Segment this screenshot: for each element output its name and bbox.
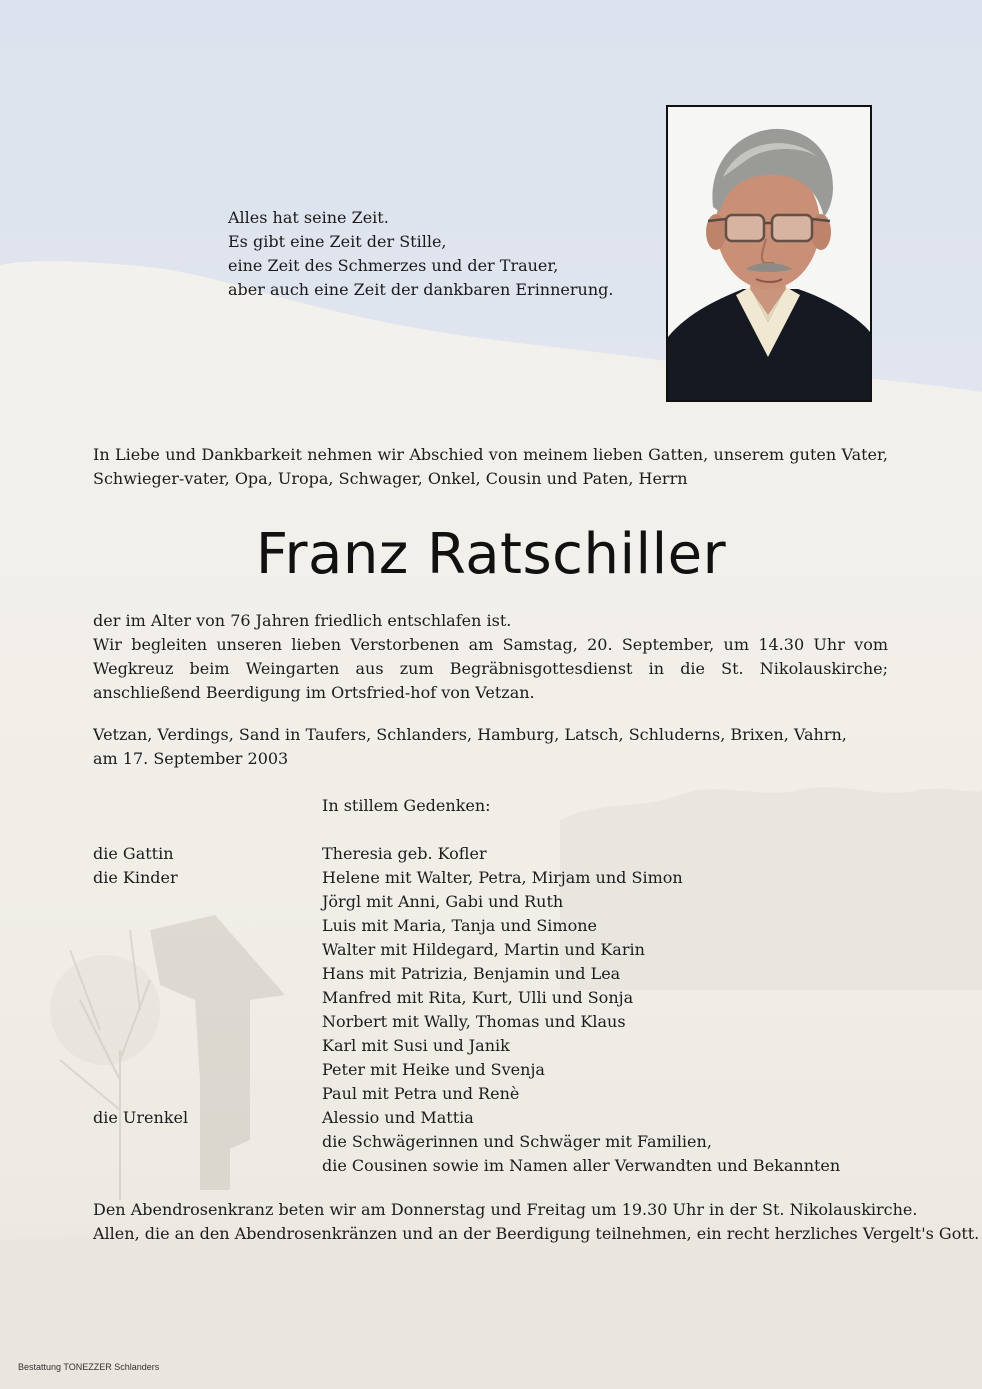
- family-names: Helene mit Walter, Petra, Mirjam und Simon: [322, 868, 683, 887]
- family-row: [93, 986, 888, 1010]
- family-row: [93, 842, 888, 866]
- family-names: Paul mit Petra und Renè: [322, 1084, 520, 1103]
- family-names: Alessio und Mattia: [322, 1108, 474, 1127]
- poem-line: Es gibt eine Zeit der Stille,: [228, 232, 447, 251]
- poem-line: Alles hat seine Zeit.: [228, 208, 389, 227]
- family-role: [93, 890, 322, 914]
- family-role: die Gattin: [93, 844, 174, 863]
- family-names: Hans mit Patrizia, Benjamin und Lea: [322, 964, 621, 983]
- family-names: Manfred mit Rita, Kurt, Ulli und Sonja: [322, 988, 634, 1007]
- date-line: am 17. September 2003: [93, 749, 289, 768]
- family-names: Luis mit Maria, Tanja und Simone: [322, 916, 597, 935]
- family-row: [93, 938, 888, 962]
- family-role: die Kinder: [93, 868, 178, 887]
- family-names: Norbert mit Wally, Thomas und Klaus: [322, 1012, 626, 1031]
- portrait-photo: [666, 105, 872, 402]
- family-role: [93, 914, 322, 938]
- family-row: [93, 914, 888, 938]
- family-row: [93, 1130, 888, 1154]
- family-role: [93, 1154, 322, 1178]
- family-names: die Schwägerinnen und Schwäger mit Familien,: [322, 1132, 712, 1151]
- family-list: [93, 842, 888, 1178]
- portrait-image: [668, 107, 870, 400]
- poem: [228, 206, 613, 302]
- family-row: [93, 1154, 888, 1178]
- family-names: die Cousinen sowie im Namen aller Verwandten und Bekannten: [322, 1156, 841, 1175]
- funeral-home-credit: Bestattung TONEZZER Schlanders: [18, 1362, 160, 1372]
- family-names: Walter mit Hildegard, Martin und Karin: [322, 940, 645, 959]
- family-role: [93, 1058, 322, 1082]
- family-role: [93, 962, 322, 986]
- family-names: Karl mit Susi und Janik: [322, 1036, 510, 1055]
- family-role: [93, 1082, 322, 1106]
- family-role: [93, 1130, 322, 1154]
- family-role: [93, 1034, 322, 1058]
- family-role: [93, 938, 322, 962]
- family-row: [93, 1010, 888, 1034]
- intro-text: In Liebe und Dankbarkeit nehmen wir Abschied von meinem lieben Gatten, unserem guten Vater, Schwieger-vater, Opa, Uropa, Schwager, Onkel, Cousin und Paten, Herrn: [93, 445, 888, 488]
- family-row: [93, 1106, 888, 1130]
- places-date: [93, 723, 888, 771]
- family-names: Theresia geb. Kofler: [322, 844, 487, 863]
- places-line: Vetzan, Verdings, Sand in Taufers, Schlanders, Hamburg, Latsch, Schluderns, Brixen, Vahrn,: [93, 725, 847, 744]
- family-row: [93, 890, 888, 914]
- family-row: [93, 866, 888, 890]
- family-role: [93, 986, 322, 1010]
- family-row: [93, 962, 888, 986]
- age-line: der im Alter von 76 Jahren friedlich entschlafen ist.: [93, 611, 512, 630]
- family-row: [93, 1034, 888, 1058]
- closing-line: Allen, die an den Abendrosenkränzen und an der Beerdigung teilnehmen, ein recht herzliches Vergelt's Gott.: [93, 1224, 980, 1243]
- closing-text: [93, 1198, 980, 1246]
- family-role: [93, 1010, 322, 1034]
- funeral-details: [93, 609, 888, 705]
- family-role: die Urenkel: [93, 1108, 189, 1127]
- poem-line: aber auch eine Zeit der dankbaren Erinnerung.: [228, 280, 614, 299]
- deceased-name: Franz Ratschiller: [255, 522, 727, 587]
- closing-line: Den Abendrosenkranz beten wir am Donnerstag und Freitag um 19.30 Uhr in der St. Nikolauskirche.: [93, 1200, 918, 1219]
- family-row: [93, 1058, 888, 1082]
- family-row: [93, 1082, 888, 1106]
- family-names: Peter mit Heike und Svenja: [322, 1060, 545, 1079]
- funeral-text: Wir begleiten unseren lieben Verstorbenen am Samstag, 20. September, um 14.30 Uhr vom Wegkreuz beim Weingarten aus zum Begräbnisgottesdienst in die St. Nikolauskirche; anschließend Beerdigung im Ortsfried-hof von Vetzan.: [93, 635, 888, 702]
- memory-label: In stillem Gedenken:: [322, 796, 491, 815]
- poem-line: eine Zeit des Schmerzes und der Trauer,: [228, 256, 559, 275]
- family-names: Jörgl mit Anni, Gabi und Ruth: [322, 892, 564, 911]
